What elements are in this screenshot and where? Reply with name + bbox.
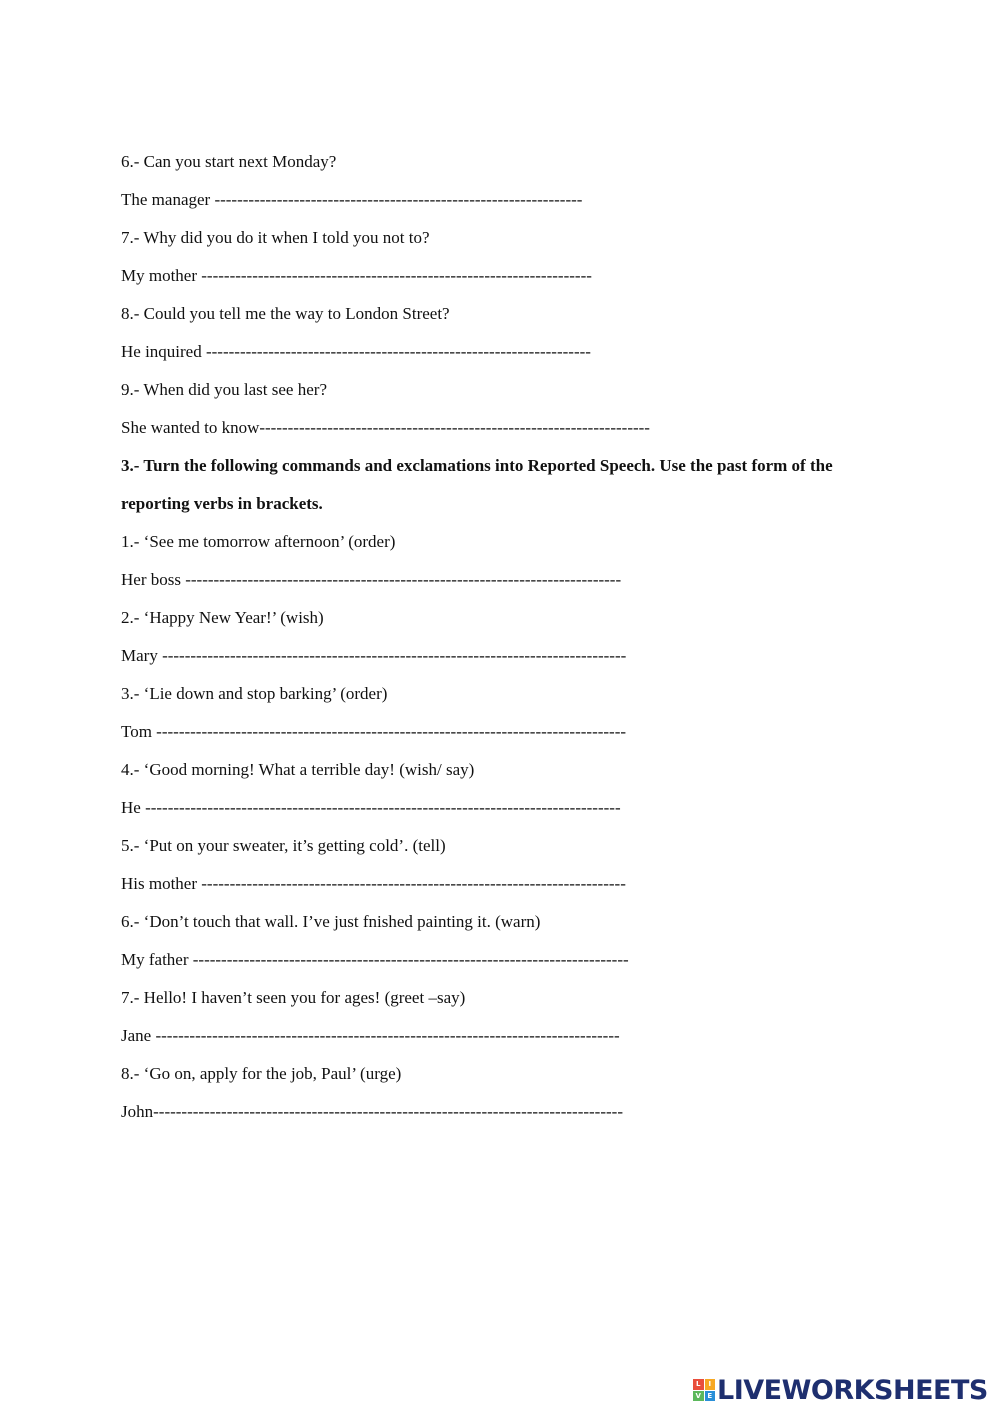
exercise-3-answer-7: Jane ----------------------------------------------------------------------------------: [121, 1026, 620, 1045]
exercise-3-answer-6: My father -----------------------------------------------------------------------------: [121, 950, 629, 969]
question-6: 6.- Can you start next Monday?: [121, 152, 337, 171]
exercise-3-answer-5: His mother ---------------------------------------------------------------------------: [121, 874, 626, 893]
worksheet-content: [121, 143, 901, 1131]
answer-line-6: The manager -----------------------------------------------------------------: [121, 190, 583, 209]
answer-line-9: She wanted to know---------------------------------------------------------------------: [121, 418, 650, 437]
logo-tile-e: E: [705, 1391, 716, 1402]
answer-line-7: My mother ---------------------------------------------------------------------: [121, 266, 592, 285]
logo-tile-l: L: [693, 1379, 704, 1390]
liveworksheets-logo-icon: [693, 1379, 715, 1401]
liveworksheets-logo: [693, 1372, 988, 1408]
exercise-3-answer-4: He ------------------------------------------------------------------------------------: [121, 798, 621, 817]
exercise-3-item-8: 8.- ‘Go on, apply for the job, Paul’ (urge): [121, 1064, 402, 1083]
exercise-3-answer-1: Her boss -----------------------------------------------------------------------------: [121, 570, 622, 589]
logo-tile-v: V: [693, 1391, 704, 1402]
question-9: 9.- When did you last see her?: [121, 380, 327, 399]
exercise-3-item-5: 5.- ‘Put on your sweater, it’s getting cold’. (tell): [121, 836, 446, 855]
answer-line-8: He inquired --------------------------------------------------------------------: [121, 342, 591, 361]
logo-tile-i: I: [705, 1379, 716, 1390]
exercise-3-item-1: 1.- ‘See me tomorrow afternoon’ (order): [121, 532, 396, 551]
exercise-3-item-3: 3.- ‘Lie down and stop barking’ (order): [121, 684, 388, 703]
exercise-3-answer-2: Mary ----------------------------------------------------------------------------------: [121, 646, 627, 665]
exercise-3-item-2: 2.- ‘Happy New Year!’ (wish): [121, 608, 324, 627]
question-7: 7.- Why did you do it when I told you not to?: [121, 228, 430, 247]
exercise-3-answer-3: Tom -----------------------------------------------------------------------------------: [121, 722, 627, 741]
exercise-3-item-6: 6.- ‘Don’t touch that wall. I’ve just fnished painting it. (warn): [121, 912, 541, 931]
exercise-3-item-4: 4.- ‘Good morning! What a terrible day! (wish/ say): [121, 760, 475, 779]
liveworksheets-logo-text: LIVEWORKSHEETS: [717, 1374, 988, 1406]
question-8: 8.- Could you tell me the way to London Street?: [121, 304, 450, 323]
section-3-heading: 3.- Turn the following commands and exclamations into Reported Speech. Use the past form of the reporting verbs in brackets.: [121, 456, 833, 513]
exercise-3-answer-8: John-----------------------------------------------------------------------------------: [121, 1102, 623, 1121]
exercise-3-item-7: 7.- Hello! I haven’t seen you for ages! (greet –say): [121, 988, 466, 1007]
